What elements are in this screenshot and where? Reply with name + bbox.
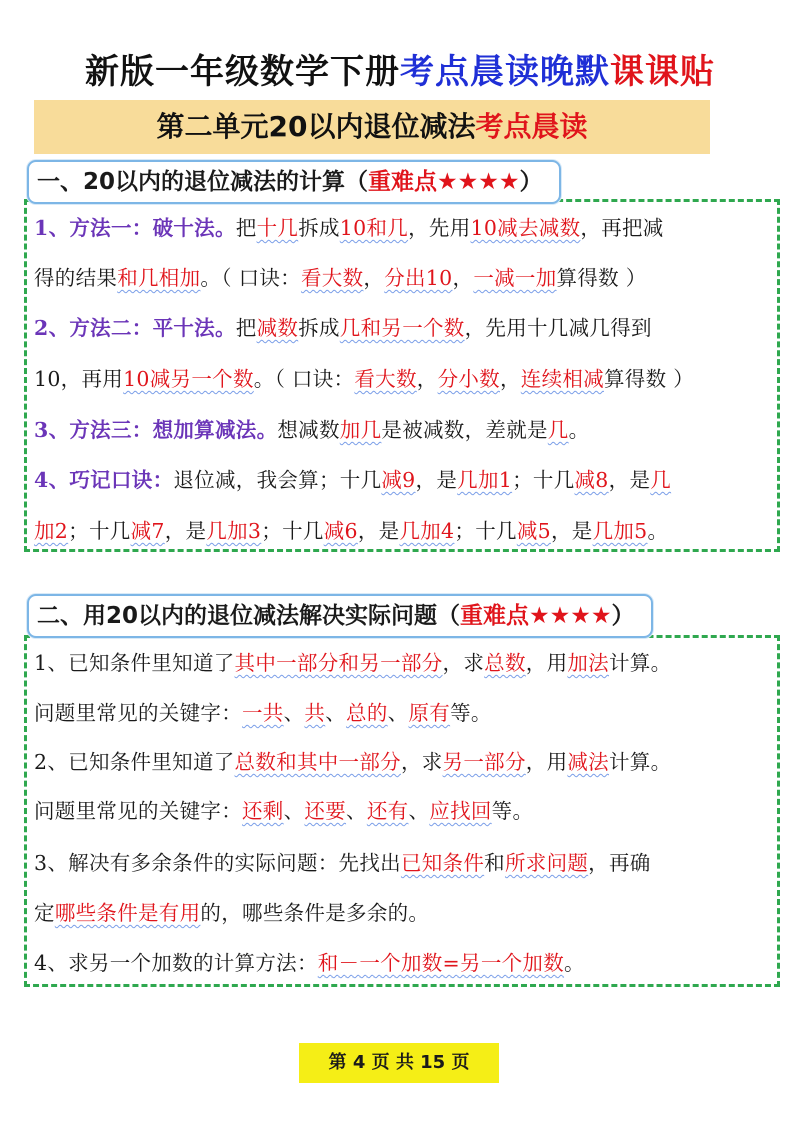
- text-segment: 。: [568, 418, 590, 442]
- keyword-highlight: 十几: [256, 216, 299, 240]
- text-segment: ，是: [164, 519, 207, 543]
- text-segment: 把: [235, 216, 257, 240]
- text-segment: ，是: [415, 468, 458, 492]
- section1-heading-em: 重难点★★★★: [368, 169, 520, 195]
- section2-line: [34, 742, 774, 782]
- keyword-highlight: 所求问题: [504, 851, 589, 875]
- section2-line: [34, 643, 774, 683]
- text-segment: 计算。: [608, 651, 672, 675]
- section1-heading-end: ）: [519, 169, 543, 195]
- keyword-highlight: 减数: [256, 316, 299, 340]
- text-segment: 1、已知条件里知道了: [34, 651, 235, 675]
- section2-heading-end: ）: [611, 603, 635, 629]
- text-segment: 。（ 口诀：: [253, 367, 355, 391]
- keyword-highlight: 加法: [567, 651, 609, 675]
- text-segment: 、: [408, 799, 430, 823]
- keyword-highlight: 另一部分: [442, 750, 526, 774]
- unit-banner: [34, 100, 710, 154]
- keyword-highlight: 总数和其中一部分: [234, 750, 401, 774]
- keyword-highlight: 分小数: [437, 367, 500, 391]
- text-segment: 算得数 ）: [556, 266, 647, 290]
- text-segment: 想减数: [277, 418, 340, 442]
- text-segment: ，先用: [408, 216, 471, 240]
- section2-line: [34, 893, 774, 933]
- section2-line: [34, 791, 774, 831]
- text-segment: 把: [235, 316, 257, 340]
- page-number-footer: 第 4 页 共 15 页: [299, 1043, 499, 1083]
- text-segment: 拆成: [298, 216, 340, 240]
- section1-heading: [27, 160, 561, 204]
- text-segment: 是被减数，差就是: [381, 418, 548, 442]
- keyword-highlight: 看大数: [354, 367, 417, 391]
- text-segment: 定: [34, 901, 55, 925]
- keyword-highlight: 几: [650, 468, 672, 492]
- keyword-highlight: 几加5: [592, 519, 648, 543]
- title-part-2: 考点晨读晚默: [400, 52, 610, 92]
- text-segment: ，求: [442, 651, 485, 675]
- banner-part-2: 考点晨读: [475, 110, 588, 143]
- text-segment: 算得数 ）: [604, 367, 695, 391]
- text-segment: ，再确: [588, 851, 651, 875]
- keyword-highlight: 减法: [567, 750, 609, 774]
- keyword-highlight: 几: [547, 418, 569, 442]
- text-segment: 的，哪些条件是多余的。: [200, 901, 430, 925]
- keyword-highlight: 其中一部分和另一部分: [234, 651, 443, 675]
- section2-line: [34, 843, 774, 883]
- text-segment: ，: [499, 367, 521, 391]
- text-segment: ，是: [608, 468, 651, 492]
- keyword-highlight: 共: [304, 701, 326, 725]
- text-segment: ，用: [525, 651, 568, 675]
- section1-heading-text: 一、20以内的退位减法的计算（: [37, 169, 369, 195]
- text-segment: ，: [452, 266, 474, 290]
- keyword-highlight: 还有: [366, 799, 409, 823]
- text-segment: 问题里常见的关键字：: [34, 799, 242, 823]
- keyword-highlight: 10减另一个数: [123, 367, 254, 391]
- text-segment: ，: [363, 266, 385, 290]
- text-segment: 10，再用: [34, 367, 124, 391]
- text-segment: ，: [416, 367, 438, 391]
- text-segment: ，是: [357, 519, 400, 543]
- section2-heading-text: 二、用20以内的退位减法解决实际问题（: [37, 603, 461, 629]
- text-segment: 退位减，我会算；十几: [173, 468, 382, 492]
- page-title: [0, 44, 800, 93]
- keyword-highlight: 减8: [574, 468, 609, 492]
- keyword-highlight: 10和几: [339, 216, 409, 240]
- text-segment: 2、已知条件里知道了: [34, 750, 235, 774]
- text-segment: ；十几: [261, 519, 324, 543]
- text-segment: ，用: [525, 750, 568, 774]
- keyword-highlight: 加2: [34, 519, 69, 543]
- keyword-highlight: 几加4: [399, 519, 455, 543]
- keyword-highlight: 哪些条件是有用: [54, 901, 201, 925]
- keyword-highlight: 和几相加: [117, 266, 201, 290]
- keyword-highlight: 和－一个加数=另一个加数: [317, 951, 565, 975]
- text-segment: 、: [283, 701, 305, 725]
- keyword-highlight: 一减一加: [473, 266, 557, 290]
- text-segment: 。: [564, 951, 585, 975]
- text-segment: 等。: [491, 799, 534, 823]
- keyword-highlight: 几和另一个数: [339, 316, 465, 340]
- keyword-highlight: 减6: [323, 519, 358, 543]
- title-part-3: 课课贴: [610, 52, 715, 92]
- keyword-highlight: 连续相减: [520, 367, 604, 391]
- method-label: 3、方法三：想加算减法。: [34, 418, 278, 442]
- text-segment: 。: [647, 519, 669, 543]
- text-segment: 问题里常见的关键字：: [34, 701, 242, 725]
- section1-line: [34, 460, 774, 500]
- keyword-highlight: 总的: [346, 701, 388, 725]
- text-segment: ；十几: [454, 519, 517, 543]
- text-segment: 。（ 口诀：: [200, 266, 301, 290]
- keyword-highlight: 总数: [484, 651, 526, 675]
- keyword-highlight: 分出10: [384, 266, 453, 290]
- text-segment: 4、求另一个加数的计算方法：: [34, 951, 318, 975]
- keyword-highlight: 一共: [242, 701, 284, 725]
- text-segment: 拆成: [298, 316, 340, 340]
- method-label: 2、方法二：平十法。: [34, 316, 236, 340]
- keyword-highlight: 减7: [130, 519, 165, 543]
- text-segment: ；十几: [512, 468, 575, 492]
- section1-line: [34, 208, 774, 248]
- section1-line: [34, 308, 774, 348]
- section2-line: [34, 693, 774, 733]
- section1-line: [34, 258, 774, 298]
- keyword-highlight: 还要: [304, 799, 347, 823]
- keyword-highlight: 原有: [408, 701, 451, 725]
- text-segment: 得的结果: [34, 266, 118, 290]
- section2-heading-em: 重难点★★★★: [460, 603, 612, 629]
- method-label: 1、方法一：破十法。: [34, 216, 236, 240]
- section1-line: [34, 410, 774, 450]
- text-segment: ，再把减: [580, 216, 664, 240]
- text-segment: 、: [283, 799, 305, 823]
- banner-part-1: 第二单元20以内退位减法: [156, 110, 476, 143]
- text-segment: ，求: [400, 750, 443, 774]
- text-segment: ；十几: [68, 519, 131, 543]
- keyword-highlight: 已知条件: [400, 851, 485, 875]
- keyword-highlight: 几加1: [457, 468, 513, 492]
- section2-line: [34, 943, 774, 983]
- text-segment: 、: [387, 701, 409, 725]
- title-part-1: 新版一年级数学下册: [85, 52, 400, 92]
- text-segment: ，先用十几减几得到: [464, 316, 652, 340]
- section1-line: [34, 511, 774, 551]
- method-label: 4、巧记口诀：: [34, 468, 174, 492]
- keyword-highlight: 减5: [516, 519, 551, 543]
- text-segment: 、: [325, 701, 347, 725]
- text-segment: 3、解决有多余条件的实际问题：先找出: [34, 851, 401, 875]
- keyword-highlight: 加几: [339, 418, 382, 442]
- keyword-highlight: 还剩: [242, 799, 284, 823]
- text-segment: 、: [346, 799, 367, 823]
- keyword-highlight: 减9: [381, 468, 416, 492]
- text-segment: 和: [484, 851, 505, 875]
- section2-heading: [27, 594, 653, 638]
- keyword-highlight: 几加3: [206, 519, 262, 543]
- keyword-highlight: 看大数: [300, 266, 364, 290]
- section1-line: [34, 359, 774, 399]
- text-segment: 计算。: [608, 750, 672, 774]
- text-segment: ，是: [550, 519, 593, 543]
- text-segment: 等。: [450, 701, 492, 725]
- keyword-highlight: 10减去减数: [470, 216, 581, 240]
- keyword-highlight: 应找回: [429, 799, 492, 823]
